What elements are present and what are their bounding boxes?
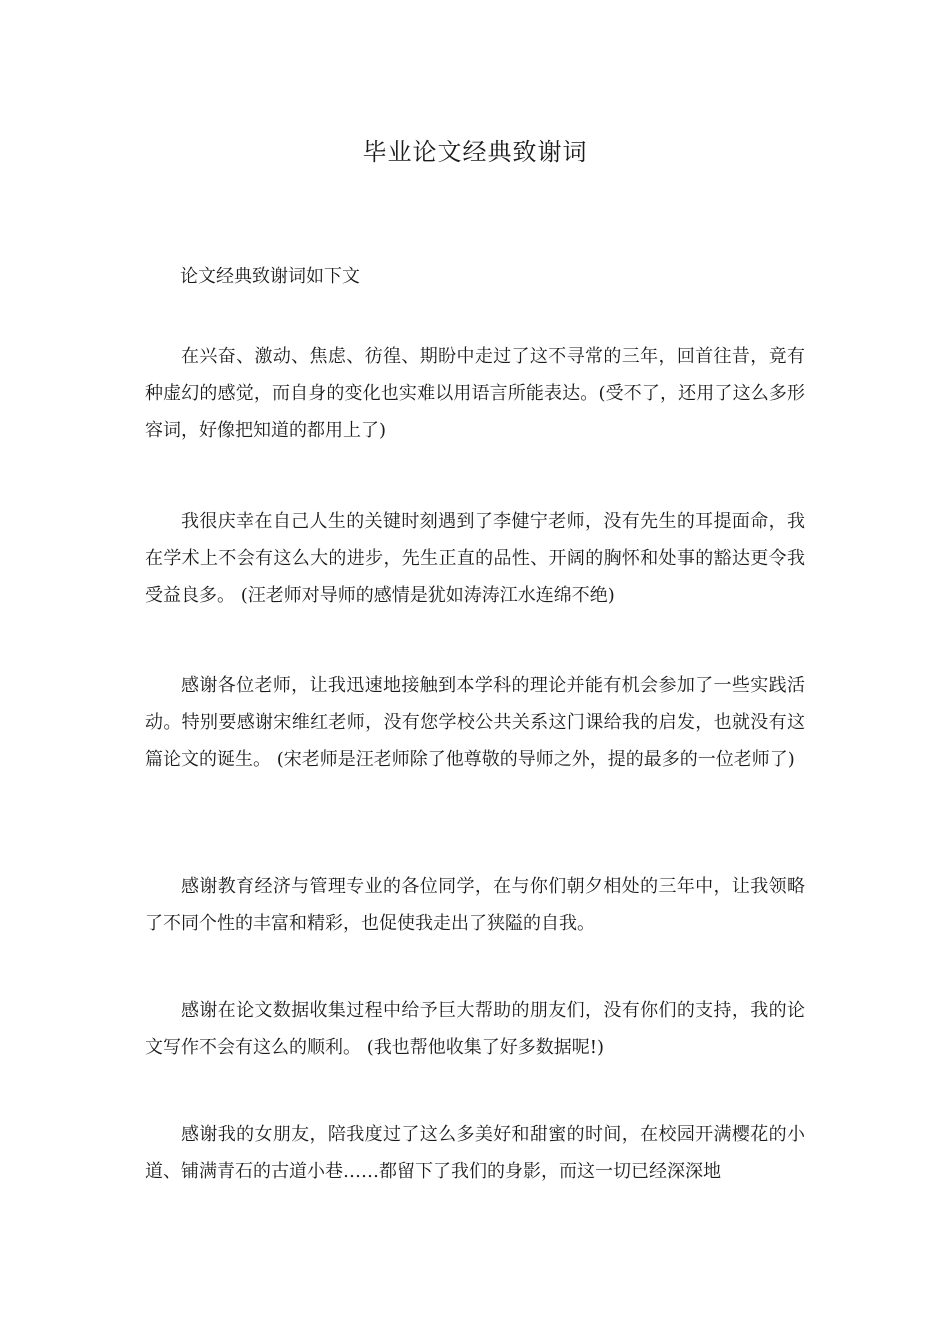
document-title: 毕业论文经典致谢词: [362, 138, 588, 166]
paragraph-1: 在兴奋、激动、焦虑、彷徨、期盼中走过了这不寻常的三年，回首往昔，竟有种虚幻的感觉，而自身的变化也实难以用语言所能表达。(受不了，还用了这么多形容词，好像把知道的都用上了): [145, 346, 805, 441]
paragraph-6: 感谢我的女朋友，陪我度过了这么多美好和甜蜜的时间，在校园开满樱花的小道、铺满青石的古道小巷……都留下了我们的身影，而这一切已经深深地: [145, 1124, 805, 1182]
paragraph-2: 我很庆幸在自己人生的关键时刻遇到了李健宁老师，没有先生的耳提面命，我在学术上不会有这么大的进步，先生正直的品性、开阔的胸怀和处事的豁达更令我受益良多。 (汪老师对导师的感情是犹如涛涛江水连绵不绝): [145, 511, 805, 606]
paragraph-5: 感谢在论文数据收集过程中给予巨大帮助的朋友们，没有你们的支持，我的论文写作不会有这么的顺利。 (我也帮他收集了好多数据呢!): [145, 1000, 805, 1058]
paragraph-4: 感谢教育经济与管理专业的各位同学，在与你们朝夕相处的三年中，让我领略了不同个性的丰富和精彩，也促使我走出了狭隘的自我。: [145, 876, 805, 934]
intro-line: 论文经典致谢词如下文: [180, 266, 360, 287]
paragraph-3: 感谢各位老师，让我迅速地接触到本学科的理论并能有机会参加了一些实践活动。特别要感谢宋维红老师，没有您学校公共关系这门课给我的启发，也就没有这篇论文的诞生。 (宋老师是汪老师除了他尊敬的导师之外，提的最多的一位老师了): [145, 675, 805, 770]
